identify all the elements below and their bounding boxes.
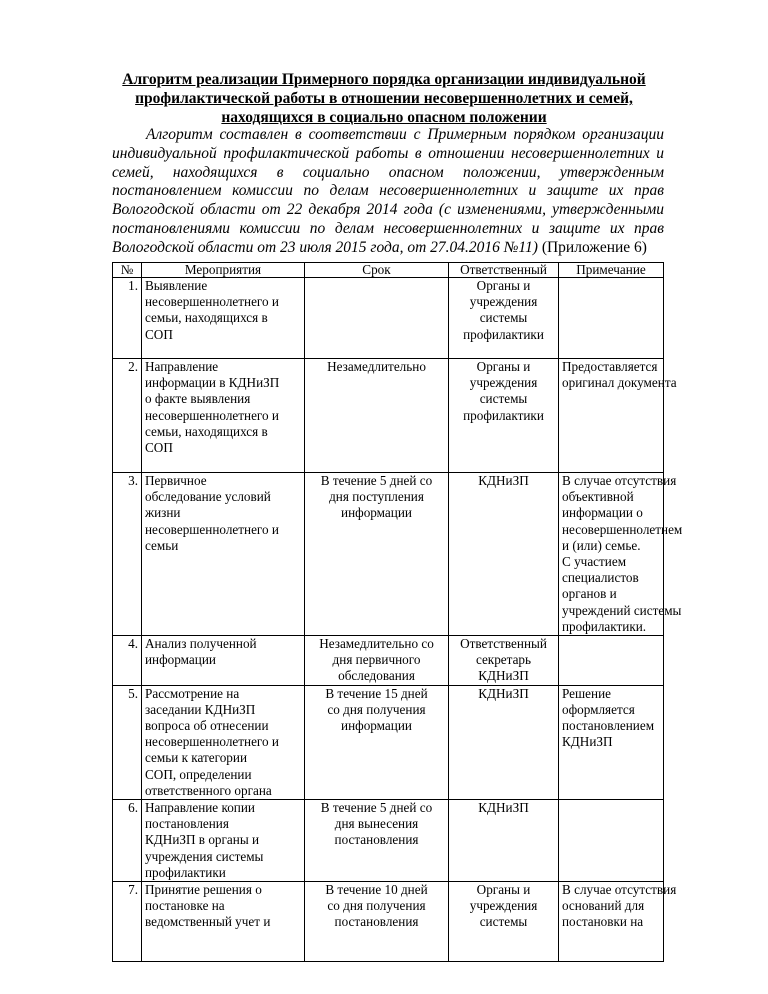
row-term	[305, 685, 449, 799]
row-number	[113, 636, 142, 686]
intro-line: Вологодской области от 23 июля 2015 года, от 27.04.2016 №11)	[112, 238, 538, 256]
row-term	[305, 636, 449, 686]
row-action	[142, 473, 305, 636]
header-term: Срок	[305, 263, 449, 278]
cell-text-line: несовершеннолетнего и	[145, 734, 279, 750]
cell-text-line: семьи, находящихся в	[145, 310, 268, 326]
cell-text-line: органов и	[562, 586, 617, 602]
cell-text-line: 5.	[128, 685, 138, 701]
row-action	[142, 636, 305, 686]
row-note	[559, 278, 664, 359]
row-note	[559, 882, 677, 962]
row-responsible	[449, 473, 559, 636]
header-actions: Мероприятия	[142, 263, 305, 278]
intro-line: постановлениями комиссии по делам несовершеннолетних и защите их прав	[112, 219, 664, 237]
cell-text-line: несовершеннолетнем	[562, 521, 683, 537]
header-responsible: Ответственный	[449, 263, 559, 278]
row-action	[142, 800, 305, 882]
cell-text-line: Рассмотрение на	[145, 685, 240, 701]
intro-paragraph	[112, 126, 664, 258]
cell-text-line: информации в КДНиЗП	[145, 375, 280, 391]
cell-text-line: оформляется	[562, 701, 635, 717]
cell-text-line: оригинал документа	[562, 375, 677, 391]
row-responsible	[449, 278, 559, 359]
table-header-row	[113, 263, 664, 278]
cell-text-line: ведомственный учет и	[145, 914, 271, 930]
cell-text-line: КДНиЗП	[478, 473, 529, 488]
table-row	[113, 278, 664, 359]
cell-text-line: Незамедлительно со	[319, 636, 434, 652]
cell-text-line: и (или) семье.	[562, 537, 641, 553]
cell-text-line: информации о	[562, 505, 643, 521]
row-term	[305, 800, 449, 882]
row-number	[113, 882, 142, 962]
cell-text-line: учреждения	[469, 898, 538, 914]
cell-text-line: 7.	[128, 882, 138, 898]
table-row	[113, 473, 664, 636]
cell-text-line: В течение 5 дней со	[320, 473, 433, 488]
cell-text-line: КДНиЗП в органы и	[145, 832, 260, 848]
cell-text-line: Органы и	[476, 359, 531, 374]
table-row	[113, 359, 664, 473]
cell-text-line: 4.	[128, 636, 138, 652]
cell-text-line: учреждения системы	[145, 848, 264, 864]
cell-text-line: Принятие решения о	[145, 882, 262, 898]
cell-text-line: 1.	[128, 278, 138, 293]
row-term	[305, 359, 449, 473]
cell-text-line: Предоставляется	[562, 359, 658, 374]
cell-text-line: профилактики.	[562, 618, 647, 634]
table-row	[113, 636, 664, 686]
row-note	[559, 473, 683, 636]
intro-line: индивидуальной профилактической работы в отношении несовершеннолетних и	[112, 144, 664, 162]
cell-text-line: учреждения	[469, 294, 538, 310]
cell-text-line: о факте выявления	[145, 391, 251, 407]
intro-line: семей, находящихся в социально опасном положении, утвержденным	[112, 163, 664, 181]
cell-text-line: С участием	[562, 554, 627, 570]
header-note: Примечание	[559, 263, 664, 278]
cell-text-line: постановлением	[562, 718, 655, 734]
cell-text-line: несовершеннолетнего и	[145, 294, 279, 310]
cell-text-line: СОП	[145, 326, 173, 342]
appendix-reference: (Приложение 6)	[537, 238, 647, 256]
row-action	[142, 359, 305, 473]
cell-text-line: постановке на	[145, 898, 225, 914]
cell-text-line: семьи к категории	[145, 750, 248, 766]
cell-text-line: Выявление	[145, 278, 208, 293]
row-note	[559, 636, 664, 686]
cell-text-line: Направление копии	[145, 800, 255, 816]
cell-text-line: 6.	[128, 800, 138, 816]
cell-text-line: 2.	[128, 359, 138, 374]
cell-text-line: Первичное	[145, 473, 207, 488]
cell-text-line: В случае отсутствия	[562, 882, 677, 898]
cell-text-line: постановления	[334, 832, 419, 848]
row-number	[113, 800, 142, 882]
cell-text-line: объективной	[562, 489, 634, 505]
cell-text-line: вопроса об отнесении	[145, 718, 269, 734]
cell-text-line: ответственного органа	[145, 782, 272, 798]
cell-text-line: профилактики	[463, 326, 544, 342]
cell-text-line: дня первичного	[332, 652, 421, 668]
cell-text-line: обследование условий	[145, 489, 271, 505]
row-responsible	[449, 882, 559, 962]
cell-text-line: жизни	[145, 505, 181, 521]
cell-text-line: В течение 15 дней	[325, 685, 428, 701]
row-action	[142, 882, 305, 962]
cell-text-line: несовершеннолетнего и	[145, 521, 279, 537]
title-line: находящихся в социально опасном положении	[221, 109, 547, 126]
cell-text-line: Направление	[145, 359, 219, 374]
row-action	[142, 278, 305, 359]
cell-text-line: секретарь	[475, 652, 532, 668]
cell-text-line: дня поступления	[329, 489, 424, 505]
row-number	[113, 473, 142, 636]
row-note	[559, 359, 677, 473]
cell-text-line: профилактики	[463, 407, 544, 423]
cell-text-line: системы	[479, 391, 528, 407]
cell-text-line: КДНиЗП	[562, 734, 613, 750]
row-term	[305, 882, 449, 962]
cell-text-line: В течение 10 дней	[325, 882, 428, 898]
row-number	[113, 359, 142, 473]
row-responsible	[449, 685, 559, 799]
cell-text-line: 3.	[128, 473, 138, 488]
cell-text-line: В случае отсутствия	[562, 473, 677, 488]
cell-text-line: несовершеннолетнего и	[145, 407, 279, 423]
cell-text-line: Решение	[562, 685, 611, 701]
row-note	[559, 800, 664, 882]
cell-text-line: учреждений системы	[562, 602, 682, 618]
cell-text-line: постановления	[145, 816, 229, 832]
cell-text-line: Органы и	[476, 278, 531, 293]
cell-text-line: СОП, определении	[145, 766, 252, 782]
cell-text-line: Ответственный	[460, 636, 547, 652]
algorithm-table	[112, 262, 683, 962]
cell-text-line: Незамедлительно	[327, 359, 426, 374]
cell-text-line: информации	[341, 505, 412, 521]
cell-text-line: постановления	[334, 914, 419, 930]
cell-text-line: дня вынесения	[334, 816, 419, 832]
cell-text-line: системы	[479, 310, 528, 326]
cell-text-line: оснований для	[562, 898, 645, 914]
title-line: Алгоритм реализации Примерного порядка организации индивидуальной	[122, 71, 646, 88]
cell-text-line: со дня получения	[327, 898, 426, 914]
cell-text-line: профилактики	[145, 864, 226, 880]
title-line: профилактической работы в отношении несовершеннолетних и семей,	[135, 90, 633, 107]
document-title	[108, 70, 660, 127]
table-row	[113, 800, 664, 882]
row-responsible	[449, 636, 559, 686]
cell-text-line: Анализ полученной	[145, 636, 257, 652]
cell-text-line: учреждения	[469, 375, 538, 391]
cell-text-line: СОП	[145, 440, 173, 456]
cell-text-line: В течение 5 дней со	[320, 800, 433, 816]
cell-text-line: КДНиЗП	[478, 668, 529, 684]
cell-text-line: постановки на	[562, 914, 644, 930]
cell-text-line: семьи, находящихся в	[145, 423, 268, 439]
cell-text-line: семьи	[145, 537, 179, 553]
cell-text-line: со дня получения	[327, 701, 426, 717]
cell-text-line: информации	[341, 718, 412, 734]
intro-line: постановлением комиссии по делам несовершеннолетних и защите их прав	[112, 182, 664, 200]
header-number: №	[113, 263, 142, 278]
cell-text-line: информации	[145, 652, 216, 668]
row-term	[305, 278, 449, 359]
cell-text-line: системы	[479, 914, 528, 930]
cell-text-line: заседании КДНиЗП	[145, 701, 256, 717]
row-responsible	[449, 359, 559, 473]
intro-line: Вологодской области от 22 декабря 2014 года (с изменениями, утвержденными	[112, 201, 664, 219]
row-note	[559, 685, 664, 799]
cell-text-line: Органы и	[476, 882, 531, 898]
row-number	[113, 685, 142, 799]
cell-text-line: КДНиЗП	[478, 800, 529, 816]
row-term	[305, 473, 449, 636]
row-action	[142, 685, 305, 799]
row-number	[113, 278, 142, 359]
cell-text-line: специалистов	[562, 570, 639, 586]
row-responsible	[449, 800, 559, 882]
intro-line: Алгоритм составлен в соответствии с Примерным порядком организации	[146, 126, 664, 143]
table-row	[113, 685, 664, 799]
cell-text-line: обследования	[338, 668, 415, 684]
table-row	[113, 882, 664, 962]
cell-text-line: КДНиЗП	[478, 685, 529, 701]
